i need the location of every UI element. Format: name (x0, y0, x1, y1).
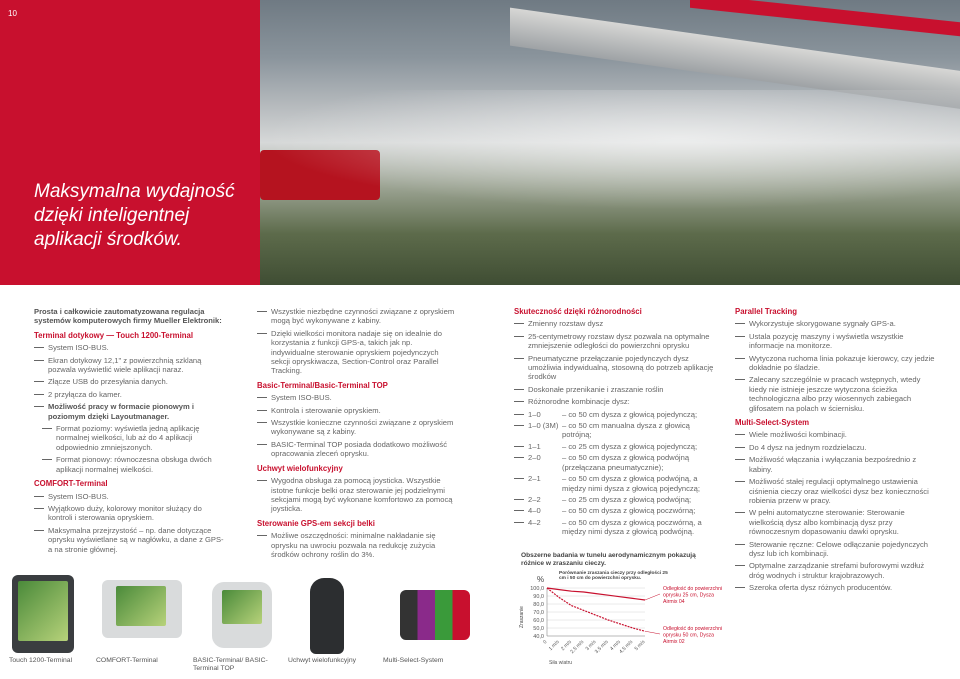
list-item: Ekran dotykowy 12,1" z powierzchnią szklaną pozwala wyświetlić wiele aplikacji naraz. (34, 356, 224, 375)
spray-mist (260, 90, 960, 210)
combination-row (514, 453, 719, 472)
y-unit: % (537, 575, 545, 584)
column-2 (257, 307, 457, 562)
list-item: Możliwe oszczędności: minimalne nakładanie się oprysku na uwrociu pozwala na redukcję zużycia środków ochrony roślin do 3%. (257, 531, 457, 559)
series-line-1 (547, 588, 645, 600)
headline-line: aplikacji środków. (34, 229, 182, 250)
list-item: Szeroka oferta dysz różnych producentów. (735, 583, 935, 592)
legend-text: Odległość do powierzchni (663, 586, 723, 592)
x-tick-label: 3 m/s (584, 639, 598, 653)
heading-joystick: Uchwyt wielofunkcyjny (257, 463, 343, 473)
combination-desc: – co 25 cm dysza z głowicą podwójną; (562, 494, 692, 504)
multi-select-nozzle-image (400, 590, 470, 640)
y-tick-label: 40,0 (533, 634, 544, 640)
x-tick-label: 1 m/s (547, 639, 561, 653)
combination-desc: – co 50 cm dysza z głowicą podwójną, a między nimi dysza z głowicą pojedynczą; (562, 474, 701, 493)
sprayer-photo (260, 0, 960, 285)
heading-touch-terminal: Terminal dotykowy — Touch 1200-Terminal (34, 330, 194, 340)
chart-subtitle: Porównanie zraszania cieczy przy odległości 25 (559, 571, 668, 576)
heading-multi-select: Multi-Select-System (735, 418, 810, 428)
x-tick-label: 5 m/s (633, 639, 647, 653)
combination-row (514, 495, 719, 504)
list-item: 2 przyłącza do kamer. (34, 390, 224, 399)
heading-basic-terminal: Basic-Terminal/Basic-Terminal TOP (257, 380, 388, 390)
combination-code: 2–1 (514, 474, 562, 493)
page-number: 10 (8, 9, 17, 18)
list-item: Wygodna obsługa za pomocą joysticka. Wszystkie istotne funkcje belki oraz sterowanie jej podzielnymi sekcjami mogą być wykonane komfortowo za pomocą joysticka. (257, 476, 457, 514)
combination-code: 4–0 (514, 506, 562, 515)
column-3 (514, 307, 719, 539)
sub-item: Format poziomy: wyświetla jedną aplikację normalnej wielkości, lub aż do 4 aplikacji odpowiednio zmniejszonych. (34, 424, 224, 452)
terminal-screen (18, 581, 68, 641)
terminal-screen (116, 586, 166, 626)
list-item: Do 4 dysz na jednym rozdzielaczu. (735, 443, 935, 452)
list-item: Sterowanie ręczne: Celowe odłączanie pojedynczych dysz lub ich kombinacji. (735, 540, 935, 559)
combination-row (514, 518, 719, 537)
drift-chart (515, 568, 730, 668)
combination-code: 1–1 (514, 442, 562, 451)
combination-code: 1–0 (3M) (514, 421, 562, 440)
list-item: Ustala pozycję maszyny i wyświetla wszystkie informacje na monitorze. (735, 332, 935, 351)
terminal-screen (222, 590, 262, 624)
list-item: Wszystkie konieczne czynności związane z opryskiem wykonywane są z kabiny. (257, 418, 457, 437)
chart-svg (515, 568, 730, 668)
y-tick-label: 100,0 (530, 586, 544, 592)
x-tick-label: 0 (542, 639, 549, 646)
chart-subtitle-2: cm i 50 cm do powierzchni oprysku. (559, 576, 642, 581)
list-item: BASIC-Terminal TOP posiada dodatkowo możliwość opracowania zleceń oprysku. (257, 440, 457, 459)
column-4 (735, 307, 935, 596)
list-item: Możliwość stałej regulacji optymalnego ustawienia ciśnienia cieczy oraz wielkości dysz bez konieczności robienia przerw w pracy. (735, 477, 935, 505)
list-item: Kontrola i sterowanie opryskiem. (257, 406, 457, 415)
y-tick-label: 90,0 (533, 594, 544, 600)
caption: Multi-Select-System (383, 657, 444, 664)
sub-item: Format pionowy: równoczesna obsługa dwóch aplikacji normalnej wielkości. (34, 455, 224, 474)
caption: COMFORT-Terminal (96, 657, 158, 664)
list-item: Różnorodne kombinacje dysz: (514, 397, 719, 406)
list-item: Możliwość pracy w formacie pionowym i poziomym dzięki Layoutmanager. (34, 402, 224, 421)
legend-pointer (645, 594, 660, 600)
list-item: Złącze USB do przesyłania danych. (34, 377, 224, 386)
list-item: Zalecany szczególnie w pracach wstępnych, wtedy kiedy nie istnieje jeszcze wytyczona ścieżka technologiczna albo przy wiosennych zabiegach glifosatem na polach w ściernisku. (735, 375, 935, 413)
x-tick-label: 2 m/s (560, 639, 573, 653)
combination-row (514, 474, 719, 493)
combination-desc: – co 50 cm dysza z głowicą poczwórną; (562, 506, 696, 516)
nozzle-combinations (514, 410, 719, 537)
x-tick-label: 2,5 m/s (569, 639, 586, 656)
intro-text: Prosta i całkowicie zautomatyzowana regulacja systemów komputerowych firmy Mueller Elektronik: (34, 307, 222, 326)
heading-efficiency: Skuteczność dzięki różnorodności (514, 307, 642, 316)
list-item: 25-centymetrowy rozstaw dysz pozwala na optymalne zmniejszenie odległości do powierzchni oprysku (514, 332, 719, 351)
heading-gps-section: Sterowanie GPS-em sekcji belki (257, 518, 375, 528)
basic-terminal-image (212, 582, 272, 648)
legend-text: Airmix 02 (663, 639, 685, 645)
headline (34, 180, 264, 252)
list-item: Maksymalna przejrzystość – np. dane dotyczące oprysku wyświetlane są w nagłówku, a dane z GPS-a na stronie głównej. (34, 526, 224, 554)
list-item: W pełni automatyczne sterowanie: Sterowanie wielkością dysz albo kombinacją dysz przy równoczesnym dopasowaniu dawki oprysku. (735, 508, 935, 536)
combination-code: 1–0 (514, 410, 562, 419)
heading-comfort-terminal: COMFORT-Terminal (34, 479, 108, 489)
y-tick-label: 50,0 (533, 626, 544, 632)
heading-parallel-tracking: Parallel Tracking (735, 307, 797, 316)
comfort-terminal-image (102, 580, 182, 638)
boom-frame (690, 0, 960, 36)
legend-text: oprysku 25 cm, Dysza (663, 592, 715, 599)
y-tick-label: 80,0 (533, 602, 544, 608)
x-tick-label: 4,5 m/s (618, 639, 635, 656)
combination-desc: – co 50 cm dysza z głowicą podwójną (przełączana pneumatycznie); (562, 453, 690, 472)
y-tick-label: 60,0 (533, 618, 544, 624)
legend-pointer (645, 631, 660, 634)
combination-row (514, 410, 719, 419)
chart-title: Obszerne badania w tunelu aerodynamicznym pokazują różnice w zraszaniu cieczy. (521, 552, 696, 567)
headline-line: Maksymalna wydajność (34, 181, 235, 202)
x-tick-label: 4 m/s (609, 639, 622, 653)
x-tick-label: 3,5 m/s (593, 639, 610, 656)
series-line-2 (547, 588, 645, 631)
list-item: Zmienny rozstaw dysz (514, 319, 719, 328)
column-1 (34, 307, 224, 557)
list-item: Wiele możliwości kombinacji. (735, 430, 935, 439)
combination-row (514, 421, 719, 440)
list-item: Optymalne zarządzanie strefami buforowymi wzdłuż dróg wodnych i struktur krajobrazowych. (735, 561, 935, 580)
list-item: Możliwość włączania i wyłączania bezpośrednio z kabiny. (735, 455, 935, 474)
legend-text: Odległość do powierzchni (663, 626, 723, 632)
combination-code: 2–0 (514, 453, 562, 472)
joystick-image (310, 578, 344, 654)
list-item: Wytyczona ruchoma linia pokazuje kierowcy, czy jedzie dokładnie po śladzie. (735, 354, 935, 373)
list-item: Doskonałe przenikanie i zraszanie roślin (514, 385, 719, 394)
combination-desc: – co 25 cm dysza z głowicą pojedynczą; (562, 441, 698, 451)
y-tick-label: 70,0 (533, 610, 544, 616)
x-axis-label: Siła wiatru (549, 660, 573, 666)
combination-row (514, 506, 719, 515)
combination-desc: – co 50 cm dysza z głowicą poczwórną, a między nimi dysza z głowicą podwójną. (562, 517, 702, 537)
y-axis-label: Zraszanie (519, 606, 525, 628)
touch-terminal-image (12, 575, 74, 653)
list-item: Wyjątkowo duży, kolorowy monitor służący do kontroli i sterowania opryskiem. (34, 504, 224, 523)
combination-row (514, 442, 719, 451)
list-item: System ISO-BUS. (257, 393, 457, 402)
caption: BASIC-Terminal/ BASIC-Terminal TOP (193, 657, 268, 672)
list-item: Dzięki wielkości monitora nadaje się on idealnie do korzystania z funkcji GPS-a, takich jak np. indywidualne sterowanie opryskiem pojedynczych sekcji opryskiwacza, Section-Control oraz Parallel Tracking. (257, 329, 457, 376)
list-item: Wykorzystuje skorygowane sygnały GPS-a. (735, 319, 935, 328)
list-item: System ISO-BUS. (34, 492, 224, 501)
legend-text: oprysku 50 cm, Dysza (663, 632, 715, 639)
combination-desc: – co 50 cm manualna dysza z głowicą potrójną; (562, 421, 690, 440)
caption: Touch 1200-Terminal (9, 657, 73, 664)
headline-line: dzięki inteligentnej (34, 205, 190, 226)
caption: Uchwyt wielofunkcyjny (288, 657, 356, 664)
list-item: System ISO-BUS. (34, 343, 224, 352)
list-item: Wszystkie niezbędne czynności związane z opryskiem mogą być wykonywane z kabiny. (257, 307, 457, 326)
combination-code: 4–2 (514, 518, 562, 537)
list-item: Pneumatyczne przełączanie pojedynczych dysz umożliwia indywidualną, stosowną do potrzeb aplikację środków (514, 354, 719, 382)
combination-code: 2–2 (514, 495, 562, 504)
combination-desc: – co 50 cm dysza z głowicą pojedynczą; (562, 409, 698, 419)
legend-text: Airmix 04 (663, 599, 685, 605)
